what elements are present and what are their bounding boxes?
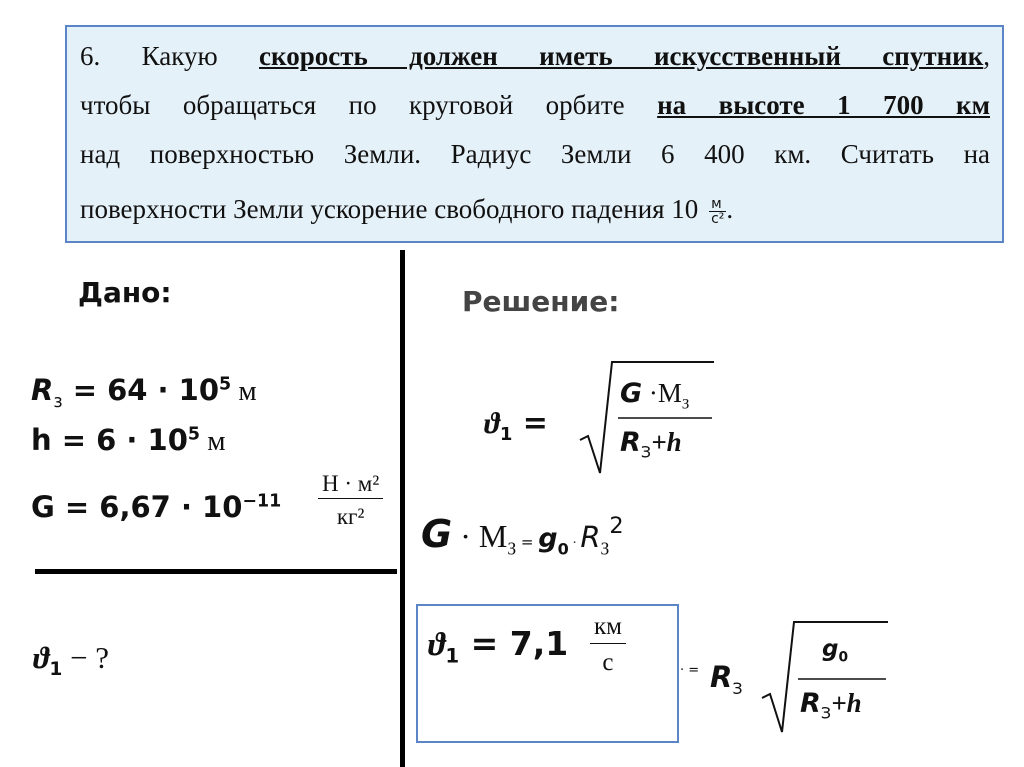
vertical-divider [400,250,405,767]
answer-unit: км с [590,614,626,675]
problem-line-3: над поверхностью Земли. Радиус Земли 6 400 км. Считать на [80,139,990,169]
formula-1-denominator: $R_З+h$ [620,427,682,462]
formula-3-radius: $R_З$ [710,660,743,698]
problem-emphasis-speed: скорость должен иметь искусственный спутник [259,41,984,71]
problem-line-1: 6. Какую скорость должен иметь искусственный спутник, [80,41,990,71]
formula-2: $G \cdot М_З = g_0 \cdot R_З^2$ [421,512,624,559]
accel-unit: $\frac{м}{\text{с²}}$ [711,196,725,228]
problem-line-2: чтобы обращаться по круговой орбите на высоте 1 700 км [80,90,990,120]
problem-line-4: поверхности Земли ускорение свободного падения 10 $\frac{м}{\text{с²}}$ . [80,194,734,228]
horizontal-divider [35,569,397,574]
answer-value: $ϑ_1 = 7,1$ [428,624,569,668]
given-heading: Дано: [78,276,172,309]
solution-heading: Решение: [462,285,620,318]
formula-1-numerator: $G \cdot М_З$ [620,378,690,413]
problem-box [65,25,1004,243]
formula-velocity-lhs: $ϑ_1$ = [484,406,548,445]
given-g-unit: Н · м² кг² [318,472,383,528]
formula-3-equals: · = [680,663,700,678]
given-height: $h = 6 \cdot 10^5$ м [31,423,226,457]
given-radius: $R_з = 64 \cdot 10^5$ м [31,373,257,412]
given-gravitational-constant: $G = 6,67 \cdot 10^{-11}$ [31,490,282,524]
find-unknown: $ϑ_1$ − ? [33,640,110,681]
problem-emphasis-height: на высоте 1 700 км [657,90,990,120]
formula-3-denominator: $R_З+h$ [800,688,862,723]
formula-3-numerator: $g_0$ [822,636,849,666]
